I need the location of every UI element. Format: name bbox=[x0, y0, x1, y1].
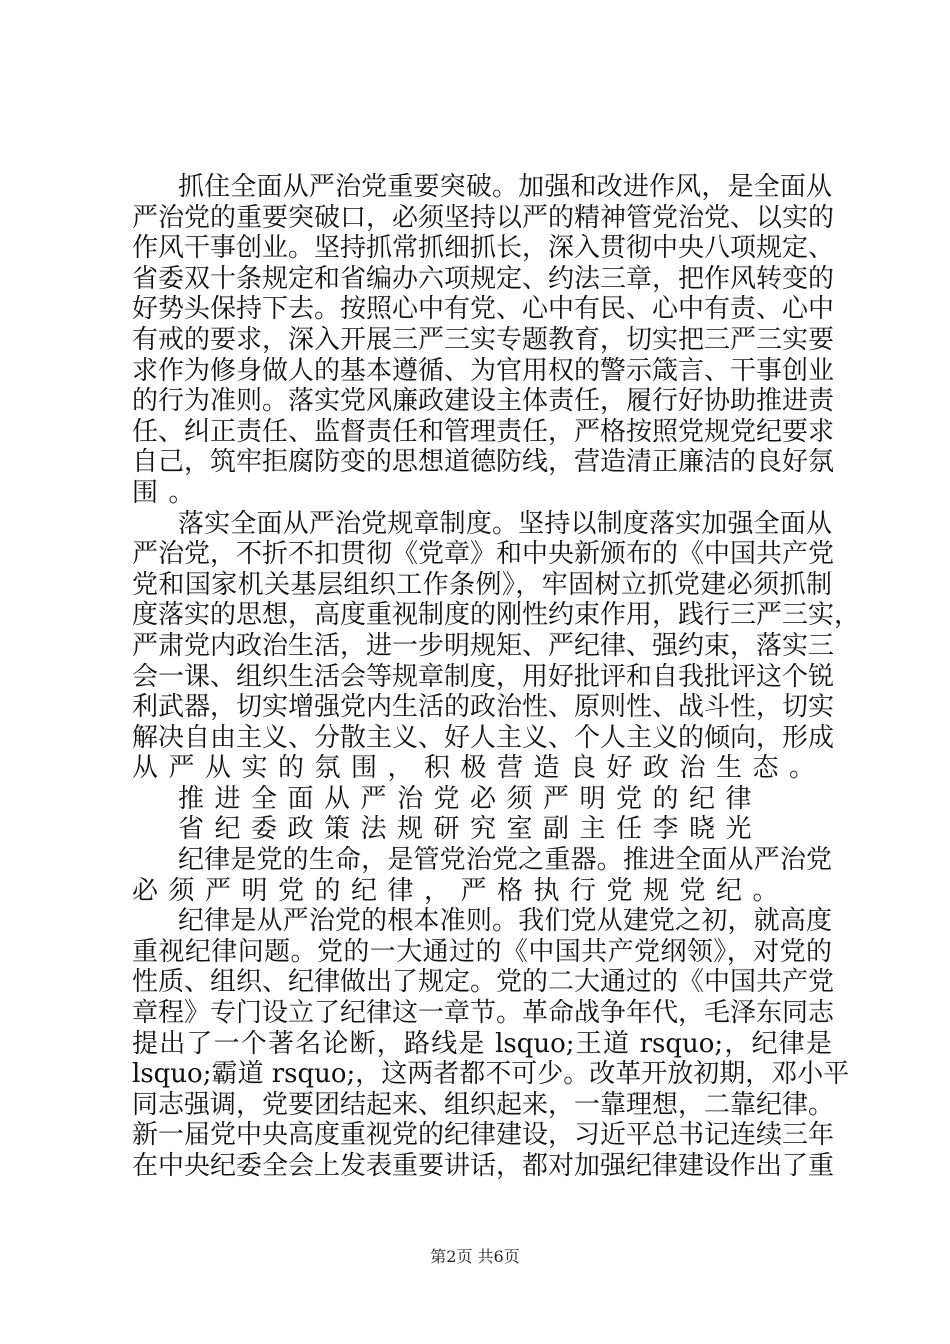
text-line: 抓住全面从严治党重要突破。加强和改进作风，是全面从 bbox=[178, 172, 832, 202]
text-line: 严治党的重要突破口，必须坚持以严的精神管党治党、以实的 bbox=[132, 202, 835, 233]
text-line: 解决自由主义、分散主义、好人主义、个人主义的倾向，形成 bbox=[132, 722, 835, 753]
text-line: 性质、组织、纪律做出了规定。党的二大通过的《中国共产党 bbox=[132, 967, 835, 998]
text-line: 同志强调，党要团结起来、组织起来，一靠理想，二靠纪律。 bbox=[132, 1089, 835, 1120]
text-line: 必须严明党的纪律，严格执行党规党纪。 bbox=[132, 875, 790, 906]
text-line: 新一届党中央高度重视党的纪律建设，习近平总书记连续三年 bbox=[132, 1120, 835, 1151]
text-line: 落实全面从严治党规章制度。坚持以制度落实加强全面从 bbox=[178, 508, 832, 539]
text-line: 作风干事创业。坚持抓常抓细抓长，深入贯彻中央八项规定、 bbox=[132, 233, 835, 264]
text-line: 纪律是从严治党的根本准则。我们党从建党之初，就高度 bbox=[178, 906, 832, 937]
paragraph bbox=[132, 172, 835, 509]
text-line: 党和国家机关基层组织工作条例》，牢固树立抓党建必须抓制 bbox=[132, 569, 832, 600]
paragraph bbox=[132, 906, 850, 1181]
text-line: 推进全面从严治党必须严明党的纪律 bbox=[178, 783, 763, 814]
page-footer: 第2页 共6页 bbox=[430, 1247, 520, 1266]
document-body bbox=[132, 172, 861, 1182]
text-line: 会一课、组织生活会等规章制度，用好批评和自我批评这个锐 bbox=[132, 661, 835, 692]
text-line: lsquo;霸道 rsquo;，这两者都不可少。改革开放初期，邓小平 bbox=[132, 1059, 850, 1090]
paragraph bbox=[132, 784, 832, 815]
text-line: 纪律是党的生命，是管党治党之重器。推进全面从严治党 bbox=[178, 845, 832, 876]
text-line: 好势头保持下去。按照心中有党、心中有民、心中有责、心中 bbox=[132, 294, 835, 325]
text-line: 省委双十条规定和省编办六项规定、约法三章，把作风转变的 bbox=[132, 263, 835, 294]
paragraph bbox=[132, 845, 832, 906]
text-line: 度落实的思想，高度重视制度的刚性约束作用，践行三严三实， bbox=[132, 600, 861, 631]
text-line: 章程》专门设立了纪律这一章节。革命战争年代，毛泽东同志 bbox=[132, 998, 835, 1029]
text-line: 严肃党内政治生活，进一步明规矩、严纪律、强约束，落实三 bbox=[132, 630, 835, 661]
text-line: 从严从实的氛围，积极营造良好政治生态。 bbox=[132, 753, 826, 784]
text-line: 求作为修身做人的基本遵循、为官用权的警示箴言、干事创业 bbox=[132, 355, 835, 386]
text-line: 利武器，切实增强党内生活的政治性、原则性、战斗性，切实 bbox=[132, 692, 835, 723]
paragraph bbox=[132, 508, 861, 784]
text-line: 提出了一个著名论断，路线是 lsquo;王道 rsquo;，纪律是 bbox=[132, 1028, 832, 1059]
paragraph bbox=[132, 814, 832, 845]
text-line: 自己，筑牢拒腐防变的思想道德防线，营造清正廉洁的良好氛 bbox=[132, 447, 835, 478]
text-line: 在中央纪委全会上发表重要讲话，都对加强纪律建设作出了重 bbox=[132, 1151, 835, 1181]
text-line: 任、纠正责任、监督责任和管理责任，严格按照党规党纪要求 bbox=[132, 416, 835, 447]
text-line: 重视纪律问题。党的一大通过的《中国共产党纲领》，对党的 bbox=[132, 936, 832, 967]
text-line: 围。 bbox=[132, 477, 206, 508]
text-line: 的行为准则。落实党风廉政建设主体责任，履行好协助推进责 bbox=[132, 386, 835, 417]
text-line: 省纪委政策法规研究室副主任李晓光 bbox=[178, 814, 763, 845]
text-line: 严治党，不折不扣贯彻《党章》和中央新颁布的《中国共产党 bbox=[132, 539, 835, 570]
text-line: 有戒的要求，深入开展三严三实专题教育，切实把三严三实要 bbox=[132, 324, 835, 355]
